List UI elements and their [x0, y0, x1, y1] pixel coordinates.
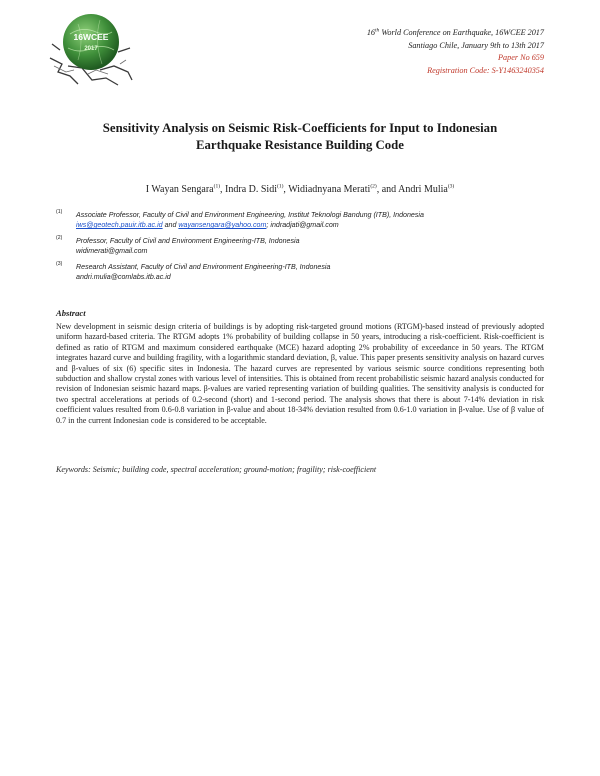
- title-line-2: Earthquake Resistance Building Code: [196, 137, 404, 152]
- paper-number: Paper No 659: [498, 53, 544, 63]
- logo-text-bottom: 2017: [84, 46, 98, 52]
- author-4: Andri Mulia: [398, 184, 448, 195]
- conference-logo: [48, 6, 134, 86]
- logo-text-top: 16WCEE: [73, 32, 109, 42]
- author-list: I Wayan Sengara$^{(1)}$, Indra D. Sidi$^{(1)}$, Widiadnyana Merati$^{(2)}$, and Andri Mulia$^{(3)}$: [145, 183, 455, 195]
- globe-icon: [63, 14, 119, 70]
- conference-location-dates: Santiago Chile, January 9th to 13th 2017: [408, 40, 544, 50]
- paper-title: [50, 120, 550, 153]
- affiliation-2-email: widimerati@gmail.com: [76, 247, 148, 256]
- abstract-body: New development in seismic design criteria of buildings is by adopting risk-targeted ground motions (RTGM)-based instead of previously adopted uniform hazard-based criteria. The RTGM adopts 1% probability of building collapse in 50 years, introducing a risk-coefficient. Risk-coefficient is defined as ratio of RTGM and maximum considered earthquake (MCE) hazard adopting 2% probability of exceedance in 50 years. The RTGM integrates hazard curve and building fragility, with a logarithmic standard deviation, β, value. This paper presents sensitivity analysis on hazard curves and β-values of six (6) specific sites in Indonesia. The hazard curves are represented by various seismic source conditions representing both subduction and shallow crystal zones with various level of intensities. This is obtained from recent probabilistic seismic hazard analysis conducted for revision of Indonesian seismic hazard maps. β-values are varied representing variation of building qualities. The sensitivity analysis is conducted for two spectral accelerations at periods of 0.2-second (short) and 1-second period. The analysis shows that there is about 7-14% deviation in risk coefficient values resulted from 0.6-0.8 variation in β-value and about 18-34% deviation resulted from 0.6-1.0 variation in β-value. Use of β value of 0.7 in the current Indonesian code is considered to be acceptable.: [56, 322, 544, 425]
- affiliation-1: (1) Associate Professor, Faculty of Civil and Environment Engineering, Institut Teknologi Bandung (ITB), Indonesia iws@geotech.pauir.itb.ac.id and wayansengara@yahoo.com; indradjati@gmail.com: [56, 209, 424, 230]
- conference-name: 16th World Conference on Earthquake, 16WCEE 2017: [366, 27, 544, 37]
- email-link-2[interactable]: wayansengara@yahoo.com: [178, 221, 267, 230]
- keywords: Keywords: Seismic; building code, spectral acceleration; ground-motion; fragility; risk-coefficient: [56, 465, 377, 474]
- registration-code: Registration Code: S-Y1463240354: [427, 65, 544, 75]
- abstract-heading: Abstract: [56, 308, 86, 318]
- title-line-1: Sensitivity Analysis on Seismic Risk-Coefficients for Input to Indonesian: [102, 121, 498, 135]
- affiliation-3-email: andri.mulia@comlabs.itb.ac.id: [76, 273, 171, 282]
- affiliations: [56, 210, 546, 287]
- author-3: Widiadnyana Merati: [288, 184, 371, 195]
- author-2: Indra D. Sidi: [225, 184, 277, 195]
- author-1: I Wayan Sengara: [145, 184, 214, 195]
- affiliation-3: (3) Research Assistant, Faculty of Civil and Environment Engineering-ITB, Indonesia andri.mulia@comlabs.itb.ac.id: [56, 262, 546, 283]
- conference-header: [367, 27, 544, 77]
- affiliation-2: (2) Professor, Faculty of Civil and Environment Engineering-ITB, Indonesia widimerati@gmail.com: [56, 236, 546, 257]
- email-link-1[interactable]: iws@geotech.pauir.itb.ac.id: [76, 221, 163, 230]
